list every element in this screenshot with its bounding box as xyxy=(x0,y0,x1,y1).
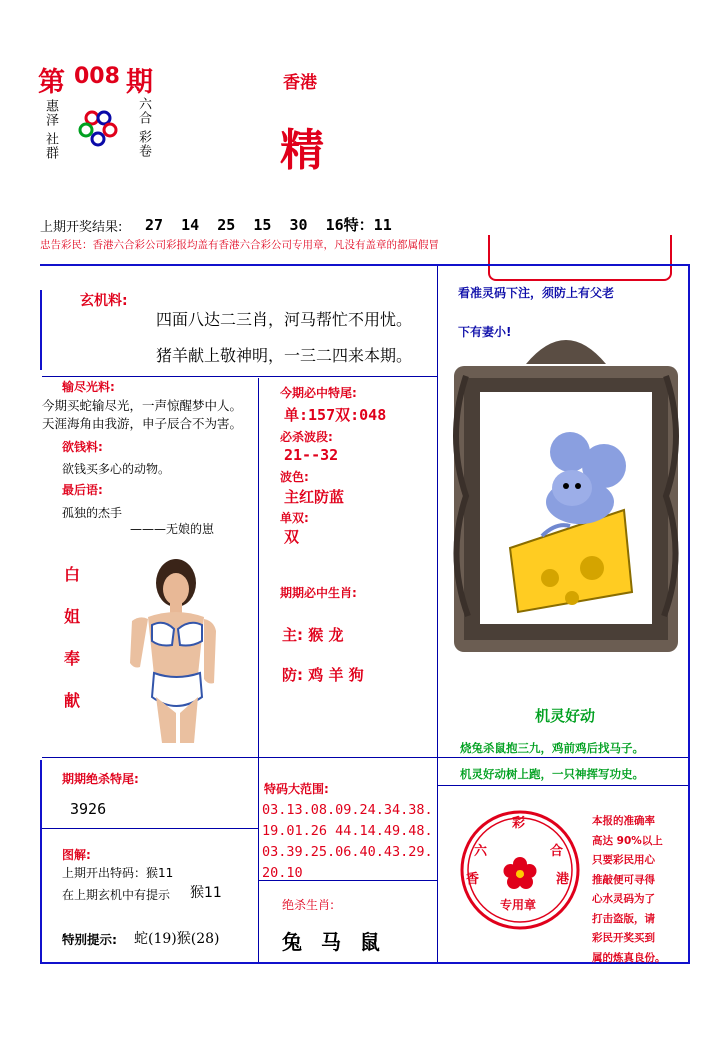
accuracy-line: 高达 90%以上 xyxy=(592,834,663,847)
tail-label: 今期必中特尾: xyxy=(280,386,357,400)
shujin-line-1: 今期买蛇输尽光，一声惊醒梦中人。 xyxy=(42,398,243,413)
yuqian-label: 欲钱料: xyxy=(62,440,103,454)
row-divider-2 xyxy=(42,757,688,758)
zuihou-line-1: 孤独的杰手 xyxy=(62,506,123,520)
odd-even-value: 双 xyxy=(284,528,300,546)
range-label: 特码大范围: xyxy=(264,782,329,796)
mouse-cheese-picture xyxy=(446,316,686,656)
special-hint-value: 蛇(19)猴(28) xyxy=(134,931,220,947)
accuracy-line: 只要彩民用心 xyxy=(592,854,655,866)
diagram-line-2-value: 猴11 xyxy=(190,885,222,901)
zodiac-main: 主: 猴 龙 xyxy=(282,626,344,644)
main-frame-right xyxy=(688,264,690,964)
zuihou-label: 最后语: xyxy=(62,483,103,497)
row-divider-3 xyxy=(42,828,258,829)
wave-value: 21--32 xyxy=(284,446,339,464)
xuanji-line-2: 猪羊献上敬神明，一三二四来本期。 xyxy=(156,346,413,365)
accuracy-line: 属的炼真良份。 xyxy=(592,951,666,964)
seal-left: 六 xyxy=(474,844,488,859)
right-vertical-1: 六合 xyxy=(136,97,151,125)
right-poem-line-2: 机灵好动树上跑，一只神挥写功史。 xyxy=(460,767,644,781)
range-line-4: 20.10 xyxy=(262,865,303,881)
diagram-line-2: 在上期玄机中有提示 xyxy=(62,888,171,902)
seal-bottom: 专用章 xyxy=(500,898,537,912)
row-divider-1 xyxy=(42,376,437,377)
hint-line-2: 下有妻小! xyxy=(458,325,512,339)
row-divider-5 xyxy=(438,785,688,786)
yuqian-text: 欲钱买多心的动物。 xyxy=(62,462,171,476)
range-line-2: 19.01.26 44.14.49.48. xyxy=(262,823,433,839)
picture-caption: 机灵好动 xyxy=(535,707,596,725)
issue-suffix: 期 xyxy=(126,67,153,98)
special-hint-label: 特别提示: xyxy=(62,932,117,947)
main-frame-top xyxy=(40,264,690,266)
single-double-value: 单:157双:048 xyxy=(284,406,387,424)
seal-right: 合 xyxy=(550,844,564,859)
wave-label: 必杀波段: xyxy=(280,430,333,444)
shujin-label: 输尽光料: xyxy=(62,380,115,394)
model-photo xyxy=(118,555,218,745)
baijie-char-3: 奉 xyxy=(64,649,81,668)
kill-tail-label: 期期绝杀特尾: xyxy=(62,772,139,786)
range-line-1: 03.13.08.09.24.34.38. xyxy=(262,802,433,818)
seal-mid-left: 香 xyxy=(466,872,480,887)
last-draw-numbers: 27 14 25 15 30 16特：11 xyxy=(145,216,392,234)
kill-tail-value: 3926 xyxy=(70,800,107,818)
big-title: 精 xyxy=(280,125,324,176)
region-title: 香港 xyxy=(283,73,317,93)
lottery-logo-icon xyxy=(78,108,118,148)
zodiac-pick-label: 期期必中生肖: xyxy=(280,586,357,600)
right-poem-line-1: 烧兔杀鼠抱三九，鸡前鸡后找马子。 xyxy=(460,741,644,755)
main-frame-left-top xyxy=(40,290,42,370)
hint-line-1: 看准灵码下注，须防上有父老 xyxy=(458,286,615,300)
kill-zodiac-label: 绝杀生肖: xyxy=(282,898,335,912)
accuracy-text xyxy=(592,812,688,968)
accuracy-line: 打击盗版，请 xyxy=(592,912,655,925)
color-value: 主红防蓝 xyxy=(284,488,345,506)
zuihou-line-2: ———无娘的崽 xyxy=(130,522,215,536)
zodiac-guard: 防: 鸡 羊 狗 xyxy=(282,666,364,684)
accuracy-line: 推敲便可寻得 xyxy=(592,873,655,886)
seal-top: 彩 xyxy=(512,816,526,831)
color-label: 波色: xyxy=(280,470,309,484)
accuracy-line: 本报的准确率 xyxy=(592,815,655,827)
range-line-3: 03.39.25.06.40.43.29. xyxy=(262,844,433,860)
xuanji-label: 玄机料: xyxy=(80,293,128,309)
baijie-char-1: 白 xyxy=(64,565,81,584)
right-vertical-2: 彩卷 xyxy=(136,130,151,158)
last-draw-label: 上期开奖结果: xyxy=(40,220,123,235)
left-vertical-2: 社群 xyxy=(43,132,58,160)
kill-zodiac-value: 兔 马 鼠 xyxy=(282,930,386,954)
decorative-frame xyxy=(488,235,672,281)
main-frame-left-bottom xyxy=(40,760,42,962)
accuracy-line: 彩民开奖买到 xyxy=(592,932,655,944)
diagram-label: 图解: xyxy=(62,848,91,862)
issue-prefix: 第 xyxy=(38,67,65,98)
warning-text: 忠告彩民：香港六合彩公司彩报均盖有香港六合彩公司专用章，凡没有盖章的都属假冒 xyxy=(40,239,439,251)
issue-number: 008 xyxy=(74,64,120,89)
accuracy-line: 心水灵码为了 xyxy=(592,893,655,905)
baijie-char-2: 姐 xyxy=(64,607,81,626)
odd-even-label: 单双: xyxy=(280,511,309,525)
left-vertical-1: 惠泽 xyxy=(43,99,58,127)
seal-mid-right: 港 xyxy=(556,872,570,887)
shujin-line-2: 天涯海角由我游，申子辰合不为害。 xyxy=(42,416,243,431)
baijie-char-4: 献 xyxy=(64,691,81,710)
xuanji-line-1: 四面八达二三肖，河马帮忙不用忧。 xyxy=(156,310,413,329)
column-divider-mid xyxy=(258,378,259,962)
column-divider-right xyxy=(437,266,438,962)
diagram-line-1: 上期开出特码：猴11 xyxy=(62,866,174,880)
